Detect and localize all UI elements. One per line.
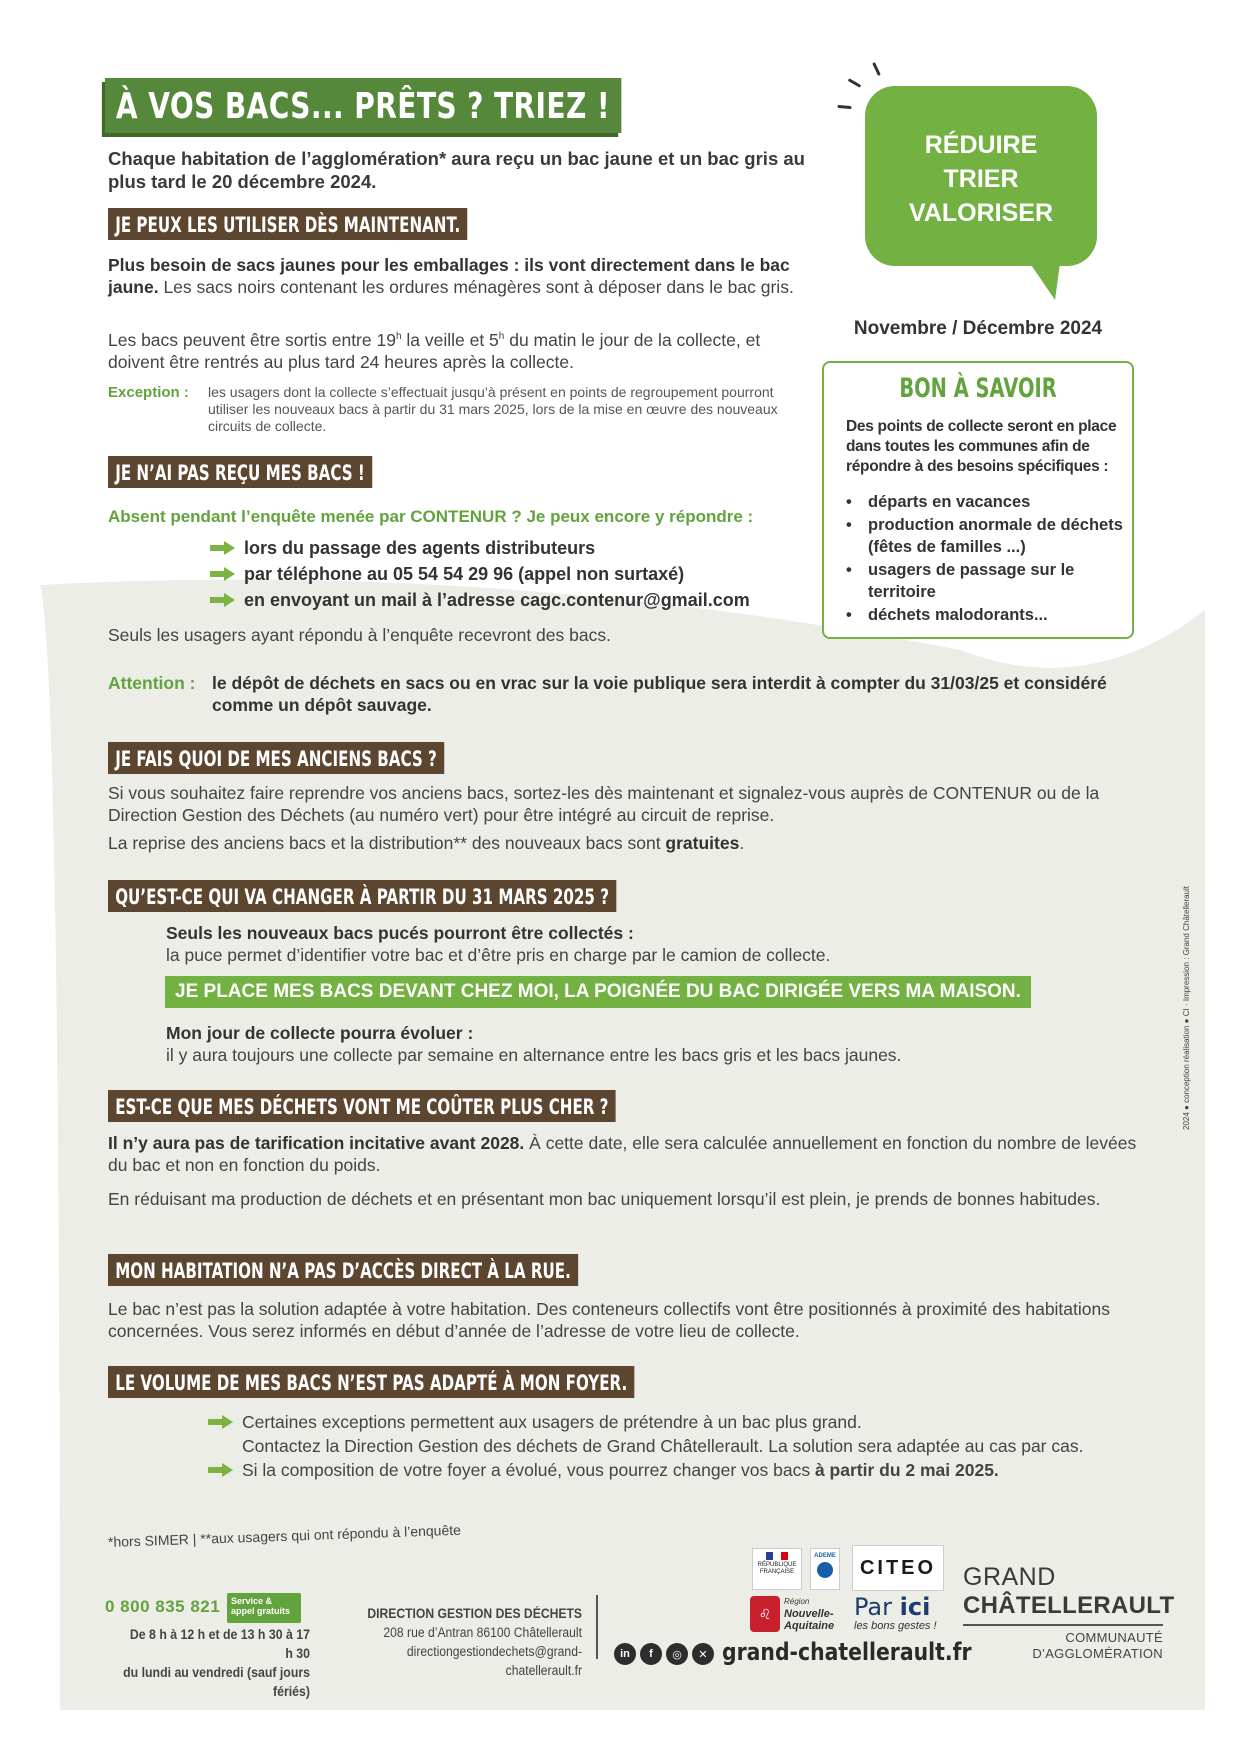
list-item	[208, 1410, 1148, 1434]
s7-list	[208, 1410, 1148, 1482]
s2-closing: Seuls les usagers ayant répondu à l’enquête recevront des bacs.	[108, 625, 611, 645]
social-links	[614, 1643, 714, 1665]
s4-b2-title: Mon jour de collecte pourra évoluer :	[166, 1023, 474, 1043]
s4-block-2	[166, 1022, 1126, 1066]
phone-number[interactable]: 0 800 835 821	[105, 1597, 221, 1616]
list-item	[210, 535, 750, 561]
list-item-text: Certaines exceptions permettent aux usagers de prétendre à un bac plus grand.	[242, 1412, 862, 1432]
footer-divider	[596, 1595, 598, 1659]
bon-a-savoir-item: • départs en vacances	[846, 491, 1126, 514]
attention-label	[108, 672, 208, 694]
section-header-usage: JE PEUX LES UTILISER DÈS MAINTENANT.	[108, 208, 467, 240]
print-credit: 2024 ● conception réalisation ● CI · Impression : Grand Châtellerault	[1182, 885, 1191, 1130]
s1-p2-b: la veille et 5	[401, 329, 499, 350]
footnote: *hors SIMER | **aux usagers qui ont répondu à l’enquête	[107, 1521, 462, 1550]
list-item	[210, 587, 750, 613]
exception-label	[108, 384, 194, 401]
hours-line-2: du lundi au vendredi (sauf jours fériés)	[123, 1664, 311, 1699]
s1-p2-sup-1: h	[395, 331, 402, 342]
department-email[interactable]: directiongestiondechets@grand-chatellerault.fr	[406, 1644, 582, 1678]
gc-grand: GRAND	[963, 1563, 1056, 1591]
section-header-no-street-access: MON HABITATION N’A PAS D’ACCÈS DIRECT À LA RUE.	[108, 1254, 578, 1286]
s5-p1-rest: À cette date, elle sera calculée annuellement en fonction du nombre de levées du bac et non en fonction du poids.	[108, 1133, 1137, 1175]
s1-p2-c: du matin le jour de la collecte, et doivent être rentrés au plus tard 24 heures après la collecte.	[108, 329, 761, 372]
arrow-right-icon	[210, 567, 236, 581]
list-item-text: par téléphone au 05 54 54 29 96 (appel non surtaxé)	[244, 564, 685, 584]
arrow-right-icon	[210, 593, 236, 607]
s5-paragraph-2: En réduisant ma production de déchets et en présentant mon bac uniquement lorsqu’il est plein, je prends de bonnes habitudes.	[108, 1189, 1101, 1209]
parici-part-1: Par	[854, 1593, 900, 1621]
citeo-logo: CITEO	[852, 1545, 944, 1591]
department-contact	[339, 1604, 582, 1680]
s3-p2-a: La reprise des anciens bacs et la distribution** des nouveaux bacs sont	[108, 833, 666, 853]
exception-text: les usagers dont la collecte s’effectuait jusqu’à présent en points de regroupement pourront utiliser les nouveaux bacs à partir du 31 mars 2025, lors de la mise en œuvre des nouveaux circuits de collecte.	[208, 384, 778, 434]
department-title: DIRECTION GESTION DES DÉCHETS	[367, 1606, 582, 1621]
ademe-mark-icon	[817, 1562, 833, 1578]
list-item-text: en envoyant un mail à l’adresse cagc.contenur@gmail.com	[244, 590, 750, 610]
s4-b1-title: Seuls les nouveaux bacs pucés pourront être collectés :	[166, 923, 634, 943]
gc-chatellerault: CHÂTELLERAULT	[963, 1592, 1163, 1626]
bon-a-savoir-item: • production anormale de déchets (fêtes de familles ...)	[846, 514, 1126, 559]
bon-a-savoir-title: BON À SAVOIR	[899, 373, 1057, 404]
parici-part-2: ici	[899, 1593, 931, 1621]
flag-icon	[766, 1552, 788, 1560]
na-logo-text	[784, 1596, 834, 1632]
exception-label-text: Exception :	[108, 384, 189, 401]
page-title: À VOS BACS... PRÊTS ? TRIEZ !	[105, 78, 621, 133]
s1-paragraph-2	[108, 326, 804, 373]
ademe-logo	[810, 1548, 840, 1590]
arrow-right-icon	[208, 1415, 234, 1429]
attention-label-text: Attention :	[108, 673, 196, 693]
arrow-right-icon	[210, 541, 236, 555]
gc-comm-1: COMMUNAUTÉ	[1065, 1630, 1163, 1645]
parici-sub: les bons gestes !	[854, 1620, 937, 1632]
list-item-text: Si la composition de votre foyer a évolué, vous pourrez changer vos bacs	[242, 1460, 815, 1480]
s4-b1-text: la puce permet d’identifier votre bac et d’être pris en charge par le camion de collecte.	[166, 945, 831, 965]
bubble-line-2: TRIER	[943, 165, 1019, 193]
s2-green-line	[108, 506, 808, 528]
placement-notice: JE PLACE MES BACS DEVANT CHEZ MOI, LA POIGNÉE DU BAC DIRIGÉE VERS MA MAISON.	[165, 976, 1031, 1008]
section-header-changes-2025: QU’EST-CE QUI VA CHANGER À PARTIR DU 31 MARS 2025 ?	[108, 880, 616, 912]
linkedin-icon[interactable]: in	[614, 1643, 636, 1665]
bon-a-savoir-list	[846, 491, 1126, 626]
website-link[interactable]: grand-chatellerault.fr	[722, 1638, 972, 1666]
bubble-line-1: RÉDUIRE	[924, 131, 1038, 159]
s3-paragraph-2	[108, 832, 1148, 854]
s3-paragraph-1: Si vous souhaitez faire reprendre vos anciens bacs, sortez-les dès maintenant et signalez-vous auprès de CONTENUR ou de la Direction Gestion des Déchets (au numéro vert) pour être intégré au circuit de reprise.	[108, 783, 1100, 825]
issue-date: Novembre / Décembre 2024	[853, 318, 1103, 339]
section-header-old-bins: JE FAIS QUOI DE MES ANCIENS BACS ?	[108, 742, 444, 774]
s3-p2-bold: gratuites	[665, 833, 740, 853]
na-region: Région	[784, 1597, 810, 1606]
arrow-right-icon	[208, 1463, 234, 1477]
list-item-bold: à partir du 2 mai 2025.	[814, 1460, 999, 1480]
na-name-2: Aquitaine	[784, 1620, 835, 1632]
facebook-icon[interactable]: f	[640, 1643, 662, 1665]
grand-chatellerault-logo	[963, 1563, 1175, 1662]
bubble-tail	[1025, 256, 1061, 300]
s2-green-text: Absent pendant l’enquête menée par CONTENUR ? Je peux encore y répondre :	[108, 507, 754, 526]
section-header-bin-volume: LE VOLUME DE MES BACS N’EST PAS ADAPTÉ À MON FOYER.	[108, 1366, 634, 1398]
motto-bubble	[865, 86, 1097, 286]
s1-p1-rest: Les sacs noirs contenant les ordures ménagères sont à déposer dans le bac gris.	[163, 277, 794, 297]
gc-comm-2: D’AGGLOMÉRATION	[1032, 1646, 1163, 1661]
republique-francaise-logo	[752, 1548, 802, 1590]
hours-line-1: De 8 h à 12 h et de 13 h 30 à 17 h 30	[129, 1626, 310, 1661]
x-icon[interactable]: ✕	[692, 1643, 714, 1665]
s4-block-1	[166, 922, 1126, 966]
bubble-line-3: VALORISER	[909, 199, 1053, 227]
attention-text: le dépôt de déchets en sacs ou en vrac sur la voie publique sera interdit à compter du 31/03/25 et considéré comme un dépôt sauvage.	[212, 673, 1107, 715]
s4-b2-text: il y aura toujours une collecte par semaine en alternance entre les bacs gris et les bacs jaunes.	[166, 1045, 902, 1065]
rf-logo-text: RÉPUBLIQUE FRANÇAISE	[757, 1562, 797, 1575]
s1-paragraph-1	[108, 254, 794, 298]
list-item-continuation: Contactez la Direction Gestion des déchets de Grand Châtellerault. La solution sera adaptée au cas par cas.	[242, 1436, 1084, 1456]
section-header-not-received: JE N’AI PAS REÇU MES BACS !	[108, 456, 372, 488]
s5-p1-bold: Il n’y aura pas de tarification incitative avant 2028.	[108, 1133, 525, 1153]
lion-icon: ♌	[750, 1596, 780, 1632]
list-item	[208, 1458, 1148, 1482]
bon-a-savoir-item: • déchets malodorants...	[846, 604, 1126, 627]
department-address: 208 rue d’Antran 86100 Châtellerault	[383, 1625, 582, 1640]
list-item-text: lors du passage des agents distributeurs	[244, 538, 596, 558]
section-header-cost: EST-CE QUE MES DÉCHETS VONT ME COÛTER PLUS CHER ?	[108, 1090, 616, 1122]
s1-p2-a: Les bacs peuvent être sortis entre 19	[108, 329, 396, 350]
s5-paragraph-1	[108, 1132, 1148, 1176]
bubble-text	[865, 128, 1097, 230]
opening-hours	[121, 1625, 310, 1701]
s6-paragraph-1: Le bac n’est pas la solution adaptée à votre habitation. Des conteneurs collectifs vont être positionnés à proximité des habitations concernées. Vous serez informés en début d’année de l’adresse de votre lieu de collecte.	[108, 1299, 1110, 1341]
na-name-1: Nouvelle-	[784, 1608, 834, 1620]
par-ici-logo	[854, 1594, 950, 1632]
bon-a-savoir-box	[822, 361, 1134, 639]
s1-p2-sup-2: h	[498, 331, 505, 342]
s2-contact-list	[210, 535, 750, 613]
free-call-badge: Service & appel gratuits	[227, 1593, 301, 1623]
bon-a-savoir-item: • usagers de passage sur le territoire	[846, 559, 1126, 604]
list-item	[210, 561, 750, 587]
s1-p1-bold: Plus besoin de sacs jaunes pour les emballages : ils vont directement dans le bac jaune.	[108, 255, 790, 297]
nouvelle-aquitaine-logo	[750, 1596, 834, 1632]
s3-p2-end: .	[739, 833, 745, 853]
bon-a-savoir-text: Des points de collecte seront en place dans toutes les communes afin de répondre à des besoins spécifiques :	[846, 418, 1117, 475]
intro-text: Chaque habitation de l’agglomération* aura reçu un bac jaune et un bac gris au plus tard le 20 décembre 2024.	[108, 148, 805, 192]
ademe-logo-text: ADEME	[814, 1553, 836, 1559]
instagram-icon[interactable]: ◎	[666, 1643, 688, 1665]
